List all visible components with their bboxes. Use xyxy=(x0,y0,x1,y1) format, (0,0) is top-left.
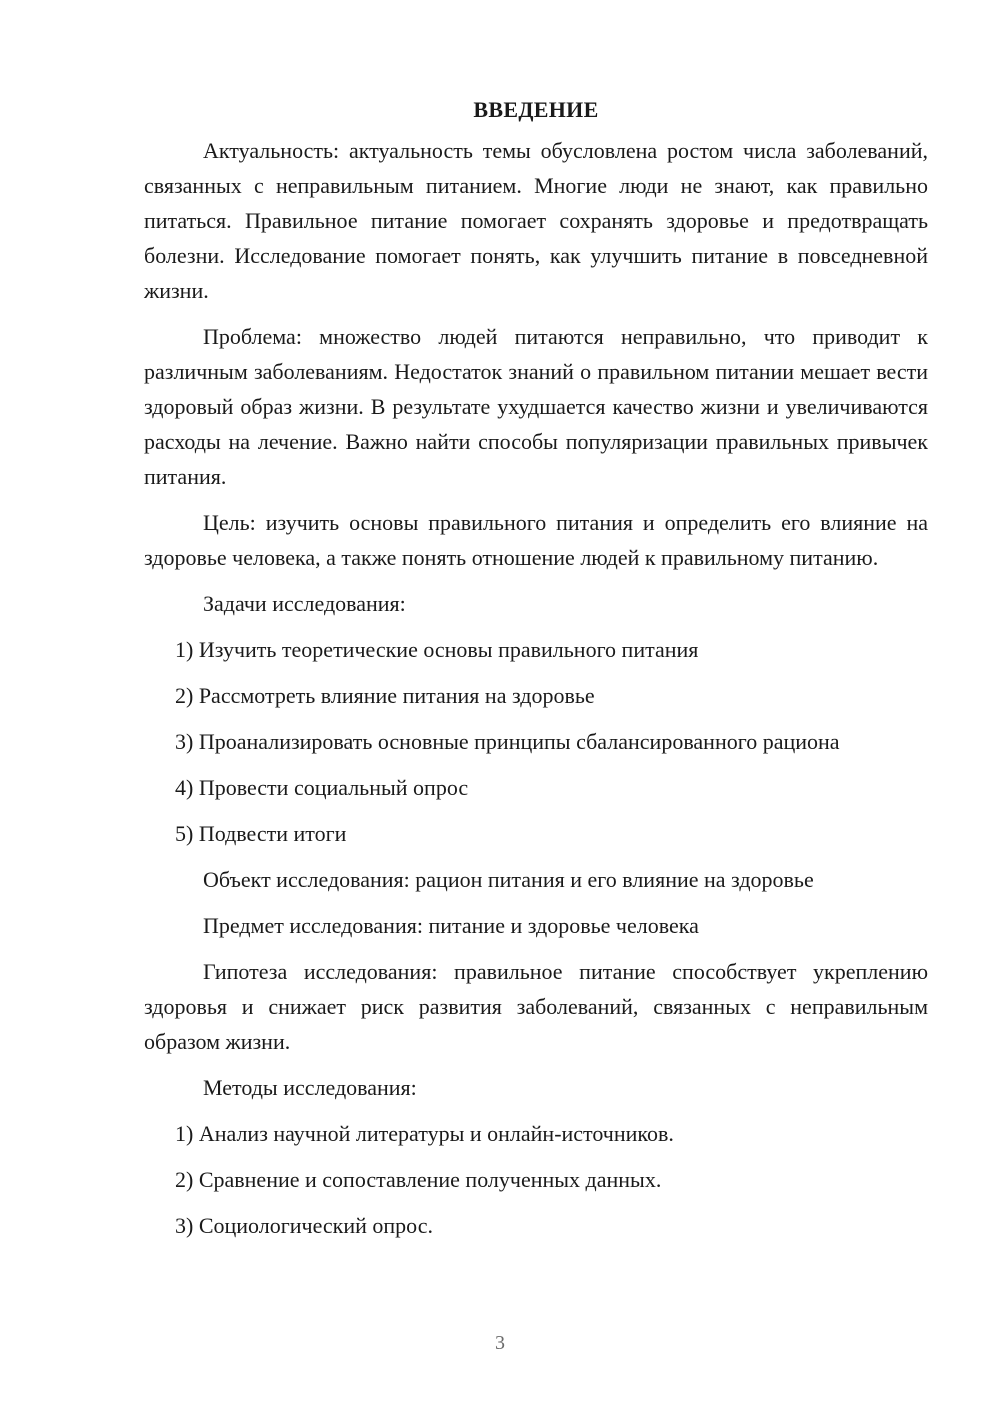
methods-heading: Методы исследования: xyxy=(203,1075,417,1100)
tasks-heading: Задачи исследования: xyxy=(203,591,406,616)
research-object: Объект исследования: рацион питания и его влияние на здоровье xyxy=(203,867,814,892)
method-item: 2) Сравнение и сопоставление полученных данных. xyxy=(175,1167,662,1192)
page-number: 3 xyxy=(495,1332,505,1354)
hypothesis-paragraph: Гипотеза исследования: правильное питание способствует укреплению здоровья и снижает риск развития заболеваний, связанных с неправильным образом жизни. xyxy=(144,959,928,1054)
task-item: 1) Изучить теоретические основы правильного питания xyxy=(175,637,699,662)
method-item: 3) Социологический опрос. xyxy=(175,1213,433,1238)
research-subject: Предмет исследования: питание и здоровье человека xyxy=(203,913,699,938)
task-item: 2) Рассмотреть влияние питания на здоровье xyxy=(175,683,595,708)
goal-paragraph: Цель: изучить основы правильного питания и определить его влияние на здоровье человека, а также понять отношение людей к правильному питанию. xyxy=(144,510,928,570)
section-title: ВВЕДЕНИЕ xyxy=(473,97,599,122)
problem-paragraph: Проблема: множество людей питаются неправильно, что приводит к различным заболеваниям. Недостаток знаний о правильном питании мешает вести здоровый образ жизни. В результате ухудшается качество жизни и увеличиваются расходы на лечение. Важно найти способы популяризации правильных привычек питания. xyxy=(144,324,928,489)
document-page xyxy=(144,92,928,1254)
task-item: 3) Проанализировать основные принципы сбалансированного рациона xyxy=(175,729,840,754)
method-item: 1) Анализ научной литературы и онлайн-источников. xyxy=(175,1121,674,1146)
relevance-paragraph: Актуальность: актуальность темы обусловлена ростом числа заболеваний, связанных с неправильным питанием. Многие люди не знают, как правильно питаться. Правильное питание помогает сохранять здоровье и предотвращать болезни. Исследование помогает понять, как улучшить питание в повседневной жизни. xyxy=(144,138,928,303)
task-item: 5) Подвести итоги xyxy=(175,821,347,846)
task-item: 4) Провести социальный опрос xyxy=(175,775,469,800)
